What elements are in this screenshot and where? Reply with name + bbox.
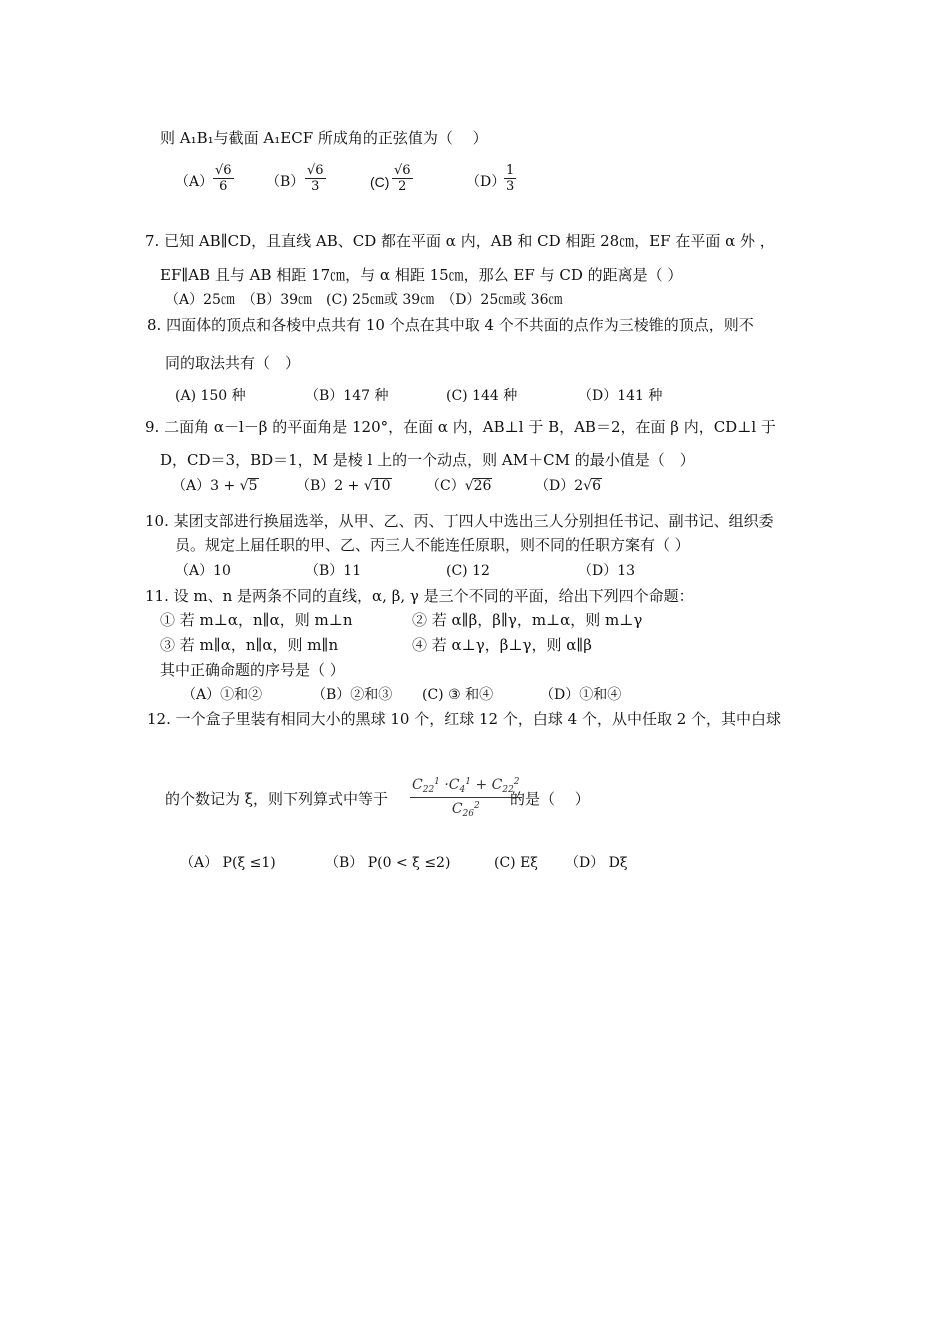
q12-line1: 12. 一个盒子里装有相同大小的黑球 10 个，红球 12 个，白球 4 个，从中任取 2 个，其中白球 (147, 710, 782, 728)
q8-line2: 同的取法共有（ ） (165, 354, 301, 372)
q9-opt-d: （D）2√6 (535, 478, 601, 494)
q7-line1: 7. 已知 AB∥CD，且直线 AB、CD 都在平面 α 内，AB 和 CD 相距 28㎝，EF 在平面 α 外 ， (145, 232, 775, 250)
q11-line4: 其中正确命题的序号是（ ） (160, 661, 345, 679)
q8-opt-b: （B）147 种 (305, 388, 389, 404)
q10-opt-c: (C) 12 (446, 563, 490, 579)
q10-opt-a: （A）10 (175, 563, 231, 579)
q12-line2b: 的是（ ） (510, 790, 590, 808)
q6-opt-c-frac: $\frac{√6}{2}$ (394, 163, 411, 194)
q9-opt-b: （B）2 + √10 (296, 478, 391, 494)
q7-options: （A）25㎝ （B）39㎝ (C) 25㎝或 39㎝ （D）25㎝或 36㎝ (165, 292, 563, 308)
q10-line1: 10. 某团支部进行换届选举，从甲、乙、丙、丁四人中选出三人分别担任书记、副书记、组织委 (145, 512, 774, 530)
q6-opt-b-label: （B） (266, 174, 305, 190)
q12-line2a: 的个数记为 ξ，则下列算式中等于 (165, 790, 389, 808)
q6-opt-d-frac: $\frac{1}{3}$ (506, 163, 515, 194)
q12-opt-b: （B） P(0 < ξ ≤2) (325, 855, 451, 871)
q11-prop-4: ④ 若 α⊥γ，β⊥γ，则 α∥β (412, 636, 592, 654)
q11-opt-a: （A）①和② (182, 687, 263, 703)
q9-opt-c: （C）√26 (426, 478, 492, 494)
q6-stem: 则 A₁B₁与截面 A₁ECF 所成角的正弦值为（ ） (160, 129, 488, 147)
q12-opt-d: （D） Dξ (565, 855, 628, 871)
q10-line2: 员。规定上届任职的甲、乙、丙三人不能连任原职，则不同的任职方案有（ ） (175, 536, 690, 554)
q10-opt-d: （D）13 (578, 563, 636, 579)
q11-prop-2: ② 若 α∥β，β∥γ，m⊥α，则 m⊥γ (412, 611, 643, 629)
q6-opt-d-label: （D） (466, 174, 506, 190)
q12-opt-c: (C) Eξ (494, 855, 539, 871)
q12-fraction-denominator: $C_{26}^2$ (451, 801, 480, 819)
q6-opt-a-frac: $\frac{√6}{6}$ (215, 163, 232, 194)
q11-prop-3: ③ 若 m∥α，n∥α，则 m∥n (160, 636, 339, 654)
q8-line1: 8. 四面体的顶点和各棱中点共有 10 个点在其中取 4 个不共面的点作为三棱锥的顶点，则不 (147, 316, 754, 334)
q11-opt-b: （B）②和③ (312, 687, 393, 703)
q8-opt-a: (A) 150 种 (175, 388, 246, 404)
q6-opt-a-label: （A） (175, 174, 214, 190)
q6-opt-b-frac: $\frac{√6}{3}$ (307, 163, 324, 194)
q9-line2: D，CD＝3，BD＝1，M 是棱 l 上的一个动点，则 AM＋CM 的最小值是（ ） (160, 451, 695, 469)
q9-opt-a: （A）3 + √5 (172, 478, 258, 494)
q11-line1: 11. 设 m、n 是两条不同的直线，α, β, γ 是三个不同的平面，给出下列四个命题： (145, 587, 694, 605)
q12-opt-a: （A） P(ξ ≤1) (180, 855, 276, 871)
q11-prop-1: ① 若 m⊥α，n∥α，则 m⊥n (160, 611, 353, 629)
q6-opt-c-label: (C) (370, 174, 390, 190)
q10-opt-b: （B）11 (305, 563, 362, 579)
q11-opt-d: （D）①和④ (540, 687, 622, 703)
q7-line2: EF∥AB 且与 AB 相距 17㎝，与 α 相距 15㎝，那么 EF 与 CD 的距离是（ ） (160, 266, 683, 284)
q12-fraction-numerator: $C_{22}^1 \cdot C_4^1 + C_{22}^2$ (410, 777, 522, 798)
q8-opt-c: (C) 144 种 (446, 388, 518, 404)
q8-opt-d: （D）141 种 (578, 388, 663, 404)
q11-opt-c: (C) ③ 和④ (422, 687, 494, 703)
q12-combination-fraction (410, 777, 522, 819)
q9-line1: 9. 二面角 α－l－β 的平面角是 120°，在面 α 内，AB⊥l 于 B，AB＝2，在面 β 内，CD⊥l 于 (145, 418, 776, 436)
